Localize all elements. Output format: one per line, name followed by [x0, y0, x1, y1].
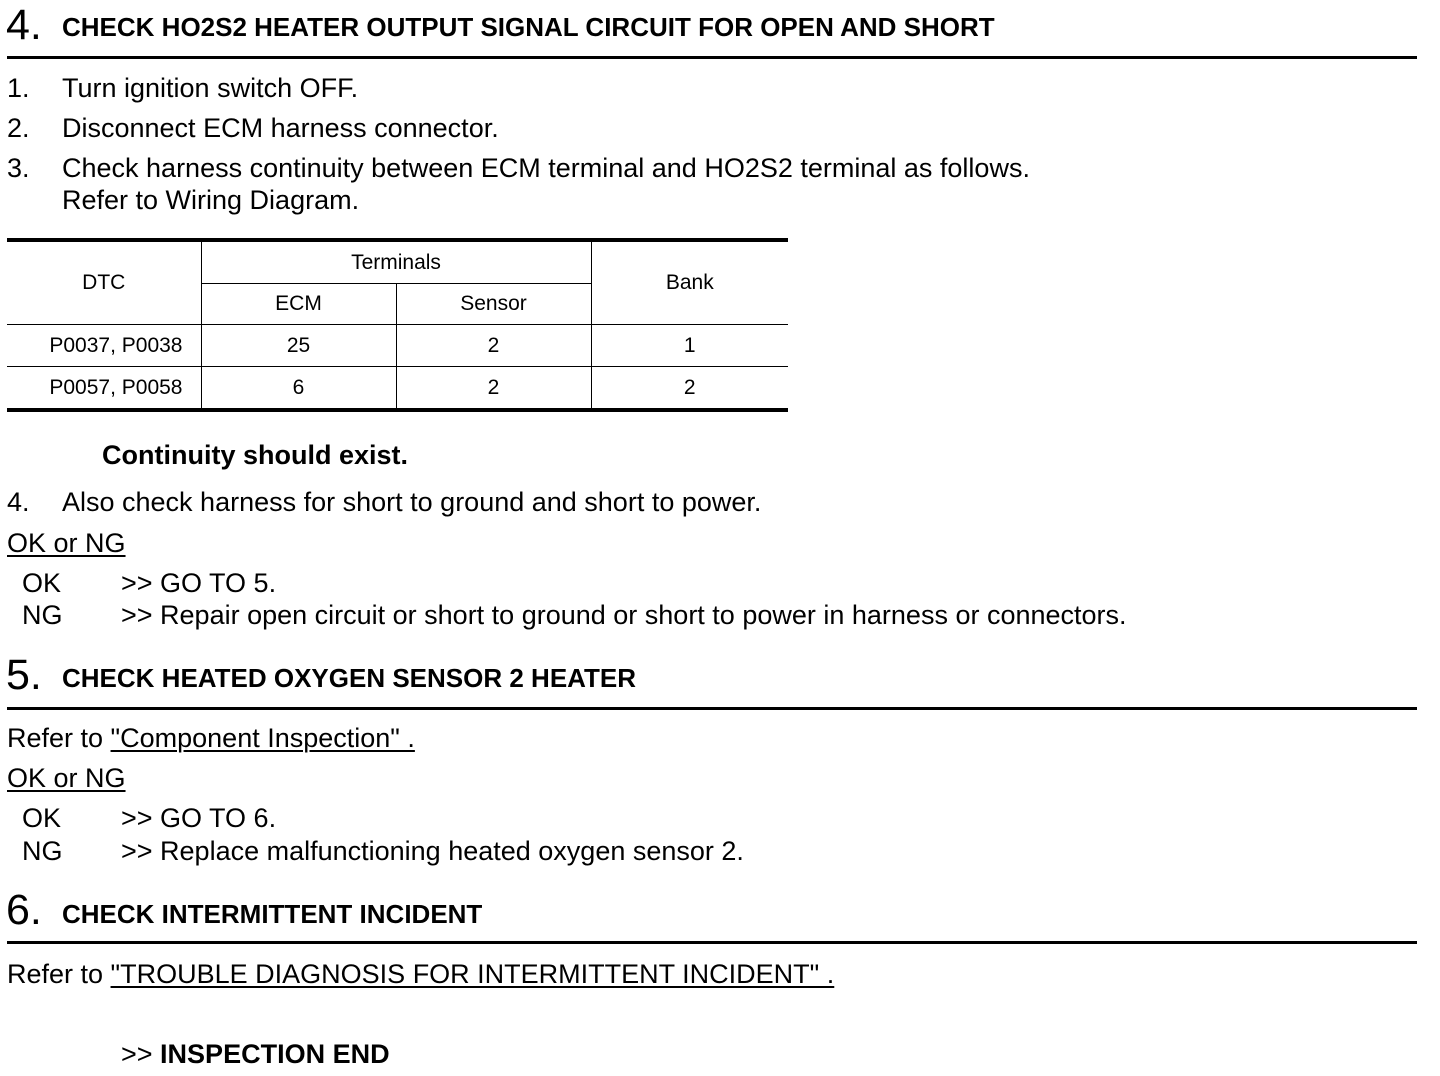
step-5-ng-action: >> Replace malfunctioning heated oxygen sensor 2. — [121, 836, 744, 866]
table-row — [7, 325, 788, 367]
step-6-title: CHECK INTERMITTENT INCIDENT — [62, 899, 483, 929]
inspection-end-arrow: >> — [121, 1039, 161, 1069]
step-4-item-2-text: Disconnect ECM harness connector. — [62, 113, 499, 143]
cell-dtc: P0037, P0038 — [7, 325, 201, 367]
step-4-item-3-refer: Refer to Wiring Diagram. — [62, 185, 360, 215]
terminal-continuity-table — [7, 238, 788, 412]
table-row — [7, 367, 788, 411]
step-4-item-3-number: 3. — [7, 153, 30, 183]
inspection-end-text: INSPECTION END — [160, 1039, 390, 1069]
step-5-ng-label: NG — [22, 836, 63, 866]
cell-sensor: 2 — [396, 367, 591, 411]
step-4-ok-action: >> GO TO 5. — [121, 568, 277, 598]
step-4-item-1-number: 1. — [7, 73, 30, 103]
step-4-number: 4. — [6, 1, 42, 49]
cell-sensor: 2 — [396, 325, 591, 367]
inspection-end — [121, 1039, 390, 1070]
step-5-ok-label: OK — [22, 803, 62, 833]
step-4-item-2-number: 2. — [7, 113, 30, 143]
step-5-rule — [7, 707, 1417, 710]
step-4-item-4-text: Also check harness for short to ground and short to power. — [62, 487, 762, 517]
cell-bank: 2 — [591, 367, 788, 411]
step-4-ok-ng-label: OK or NG — [7, 528, 126, 558]
intermittent-incident-link[interactable]: "TROUBLE DIAGNOSIS FOR INTERMITTENT INCIDENT" . — [110, 959, 835, 989]
continuity-note: Continuity should exist. — [102, 440, 409, 470]
step-4-ok-label: OK — [22, 568, 62, 598]
step-5-title: CHECK HEATED OXYGEN SENSOR 2 HEATER — [62, 663, 637, 693]
header-ecm: ECM — [201, 284, 396, 325]
cell-ecm: 6 — [201, 367, 396, 411]
header-dtc: DTC — [7, 240, 201, 325]
cell-ecm: 25 — [201, 325, 396, 367]
step-5-ok-action: >> GO TO 6. — [121, 803, 277, 833]
step-4-ng-action: >> Repair open circuit or short to ground or short to power in harness or connectors. — [121, 600, 1127, 630]
step-5-number: 5. — [6, 651, 42, 699]
step-6-rule — [7, 941, 1417, 944]
step-5-refer-prefix: Refer to — [7, 723, 111, 753]
step-6-refer-prefix: Refer to — [7, 959, 111, 989]
cell-bank: 1 — [591, 325, 788, 367]
step-4-rule — [7, 56, 1417, 59]
step-6-number: 6. — [6, 886, 42, 934]
cell-dtc: P0057, P0058 — [7, 367, 201, 411]
header-bank: Bank — [591, 240, 788, 325]
header-sensor: Sensor — [396, 284, 591, 325]
step-4-item-1-text: Turn ignition switch OFF. — [62, 73, 359, 103]
step-4-ng-label: NG — [22, 600, 63, 630]
step-4-item-3-text: Check harness continuity between ECM terminal and HO2S2 terminal as follows. — [62, 153, 1030, 183]
component-inspection-link[interactable]: "Component Inspection" . — [110, 723, 415, 753]
step-5-ok-ng-label: OK or NG — [7, 763, 126, 793]
header-terminals: Terminals — [201, 240, 591, 284]
step-6-refer — [7, 959, 848, 990]
step-5-refer — [7, 723, 437, 754]
step-4-item-4-number: 4. — [7, 487, 30, 517]
step-4-title: CHECK HO2S2 HEATER OUTPUT SIGNAL CIRCUIT FOR OPEN AND SHORT — [62, 12, 995, 42]
